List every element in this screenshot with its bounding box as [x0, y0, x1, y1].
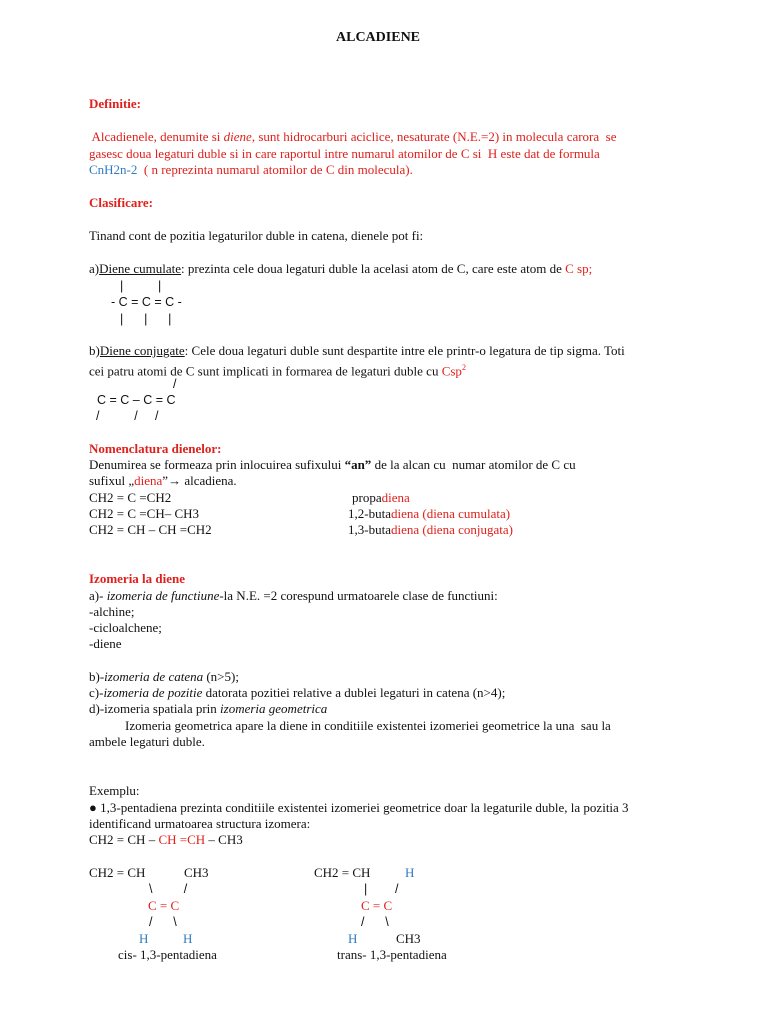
izomeria-functiune: a)- izomeria de functiune-la N.E. =2 corespund urmatoarele clase de functiuni: [89, 588, 498, 603]
definitie-line1: Alcadienele, denumite si diene, sunt hidrocarburi aciclice, nesaturate (N.E.=2) in molecula carora se [89, 129, 617, 144]
cumulate-structure-top: | | [120, 279, 162, 293]
cis-top-right: CH3 [184, 865, 209, 880]
trans-h-left: H [348, 931, 358, 946]
trans-double-bond: C = C [361, 898, 393, 913]
clasificare-heading: Clasificare: [89, 195, 154, 210]
nomenclatura-row-name: 1,3-butadiena (diena conjugata) [348, 522, 513, 537]
cis-h-left: H [139, 931, 149, 946]
list-item: -cicloalchene; [89, 620, 162, 635]
cis-h-right: H [183, 931, 193, 946]
nomenclatura-heading: Nomenclatura dienelor: [89, 441, 222, 456]
cis-bonds-bottom: / \ [149, 915, 177, 929]
trans-bonds-bottom: / \ [361, 915, 389, 929]
trans-top-left: CH2 = CH [314, 865, 371, 880]
nomenclatura-row-name: 1,2-butadiena (diena cumulata) [348, 506, 511, 521]
nomenclatura-line2: sufixul „diena”→ alcadiena. [89, 473, 237, 488]
trans-bonds-top: | / [364, 882, 399, 896]
izomeria-spatiala: d)-izomeria spatiala prin izomeria geometrica [89, 701, 328, 716]
clasificare-intro: Tinand cont de pozitia legaturilor duble in catena, dienele pot fi: [89, 228, 424, 243]
izomeria-heading: Izomeria la diene [89, 571, 186, 586]
definitie-line3: CnH2n-2 ( n reprezinta numarul atomilor de C din molecula). [89, 162, 413, 177]
diene-conjugate-line2: cei patru atomi de C sunt implicati in formarea de legaturi duble cu Csp$^2$ [89, 363, 466, 379]
cumulate-structure-bottom: | | | [120, 312, 172, 326]
nomenclatura-row-formula: CH2 = C =CH2 [89, 490, 172, 505]
list-item: -diene [89, 636, 122, 651]
page-title: ALCADIENE [336, 30, 421, 45]
conjugate-structure-top: / [173, 377, 177, 391]
diene-conjugate-line: b)Diene conjugate: Cele doua legaturi duble sunt despartite intre ele printr-o legatura de tip sigma. Toti [89, 343, 625, 358]
bullet-icon: ● [89, 800, 97, 815]
exemplu-heading: Exemplu: [89, 783, 140, 798]
izomeria-paragraph-line2: ambele legaturi duble. [89, 734, 205, 749]
exemplu-line2: identificand urmatoarea structura izomera: [89, 816, 311, 831]
nomenclatura-row-name: propadiena [352, 490, 410, 505]
diene-cumulate-line: a)Diene cumulate: prezinta cele doua legaturi duble la acelasi atom de C, care este atom de C sp; [89, 261, 593, 276]
conjugate-structure-middle: C = C – C = C [97, 393, 176, 407]
trans-top-right: H [405, 865, 415, 880]
conjugate-structure-bottom: / / / [96, 409, 159, 423]
definitie-line2: gasesc doua legaturi duble si in care raportul intre numarul atomilor de C si H este dat de formula [89, 146, 600, 161]
izomeria-catena: b)-izomeria de catena (n>5); [89, 669, 239, 684]
cumulate-structure-middle: - C = C = C - [111, 295, 182, 309]
izomeria-pozitie: c)-izomeria de pozitie datorata pozitiei relative a dublei legaturi in catena (n>4); [89, 685, 506, 700]
izomeria-paragraph-line1: Izomeria geometrica apare la diene in conditiile existentei izomeriei geometrice la una sau la [125, 718, 611, 733]
definitie-heading: Definitie: [89, 96, 141, 111]
general-formula: CnH2n-2 [89, 162, 138, 177]
cis-double-bond: C = C [148, 898, 180, 913]
trans-label: trans- 1,3-pentadiena [337, 947, 447, 962]
cis-label: cis- 1,3-pentadiena [118, 947, 217, 962]
nomenclatura-row-formula: CH2 = CH – CH =CH2 [89, 522, 212, 537]
list-item: -alchine; [89, 604, 135, 619]
exemplu-line1: ● 1,3-pentadiena prezinta conditiile existentei izomeriei geometrice doar la legaturile duble, la pozitia 3 [89, 800, 629, 815]
cis-top-left: CH2 = CH [89, 865, 146, 880]
nomenclatura-line1: Denumirea se formeaza prin inlocuirea sufixului “an” de la alcan cu numar atomilor de C cu [89, 457, 576, 472]
nomenclatura-row-formula: CH2 = C =CH– CH3 [89, 506, 200, 521]
exemplu-formula: CH2 = CH – CH =CH – CH3 [89, 832, 243, 847]
trans-ch3: CH3 [396, 931, 421, 946]
cis-bonds-top: \ / [149, 882, 188, 896]
